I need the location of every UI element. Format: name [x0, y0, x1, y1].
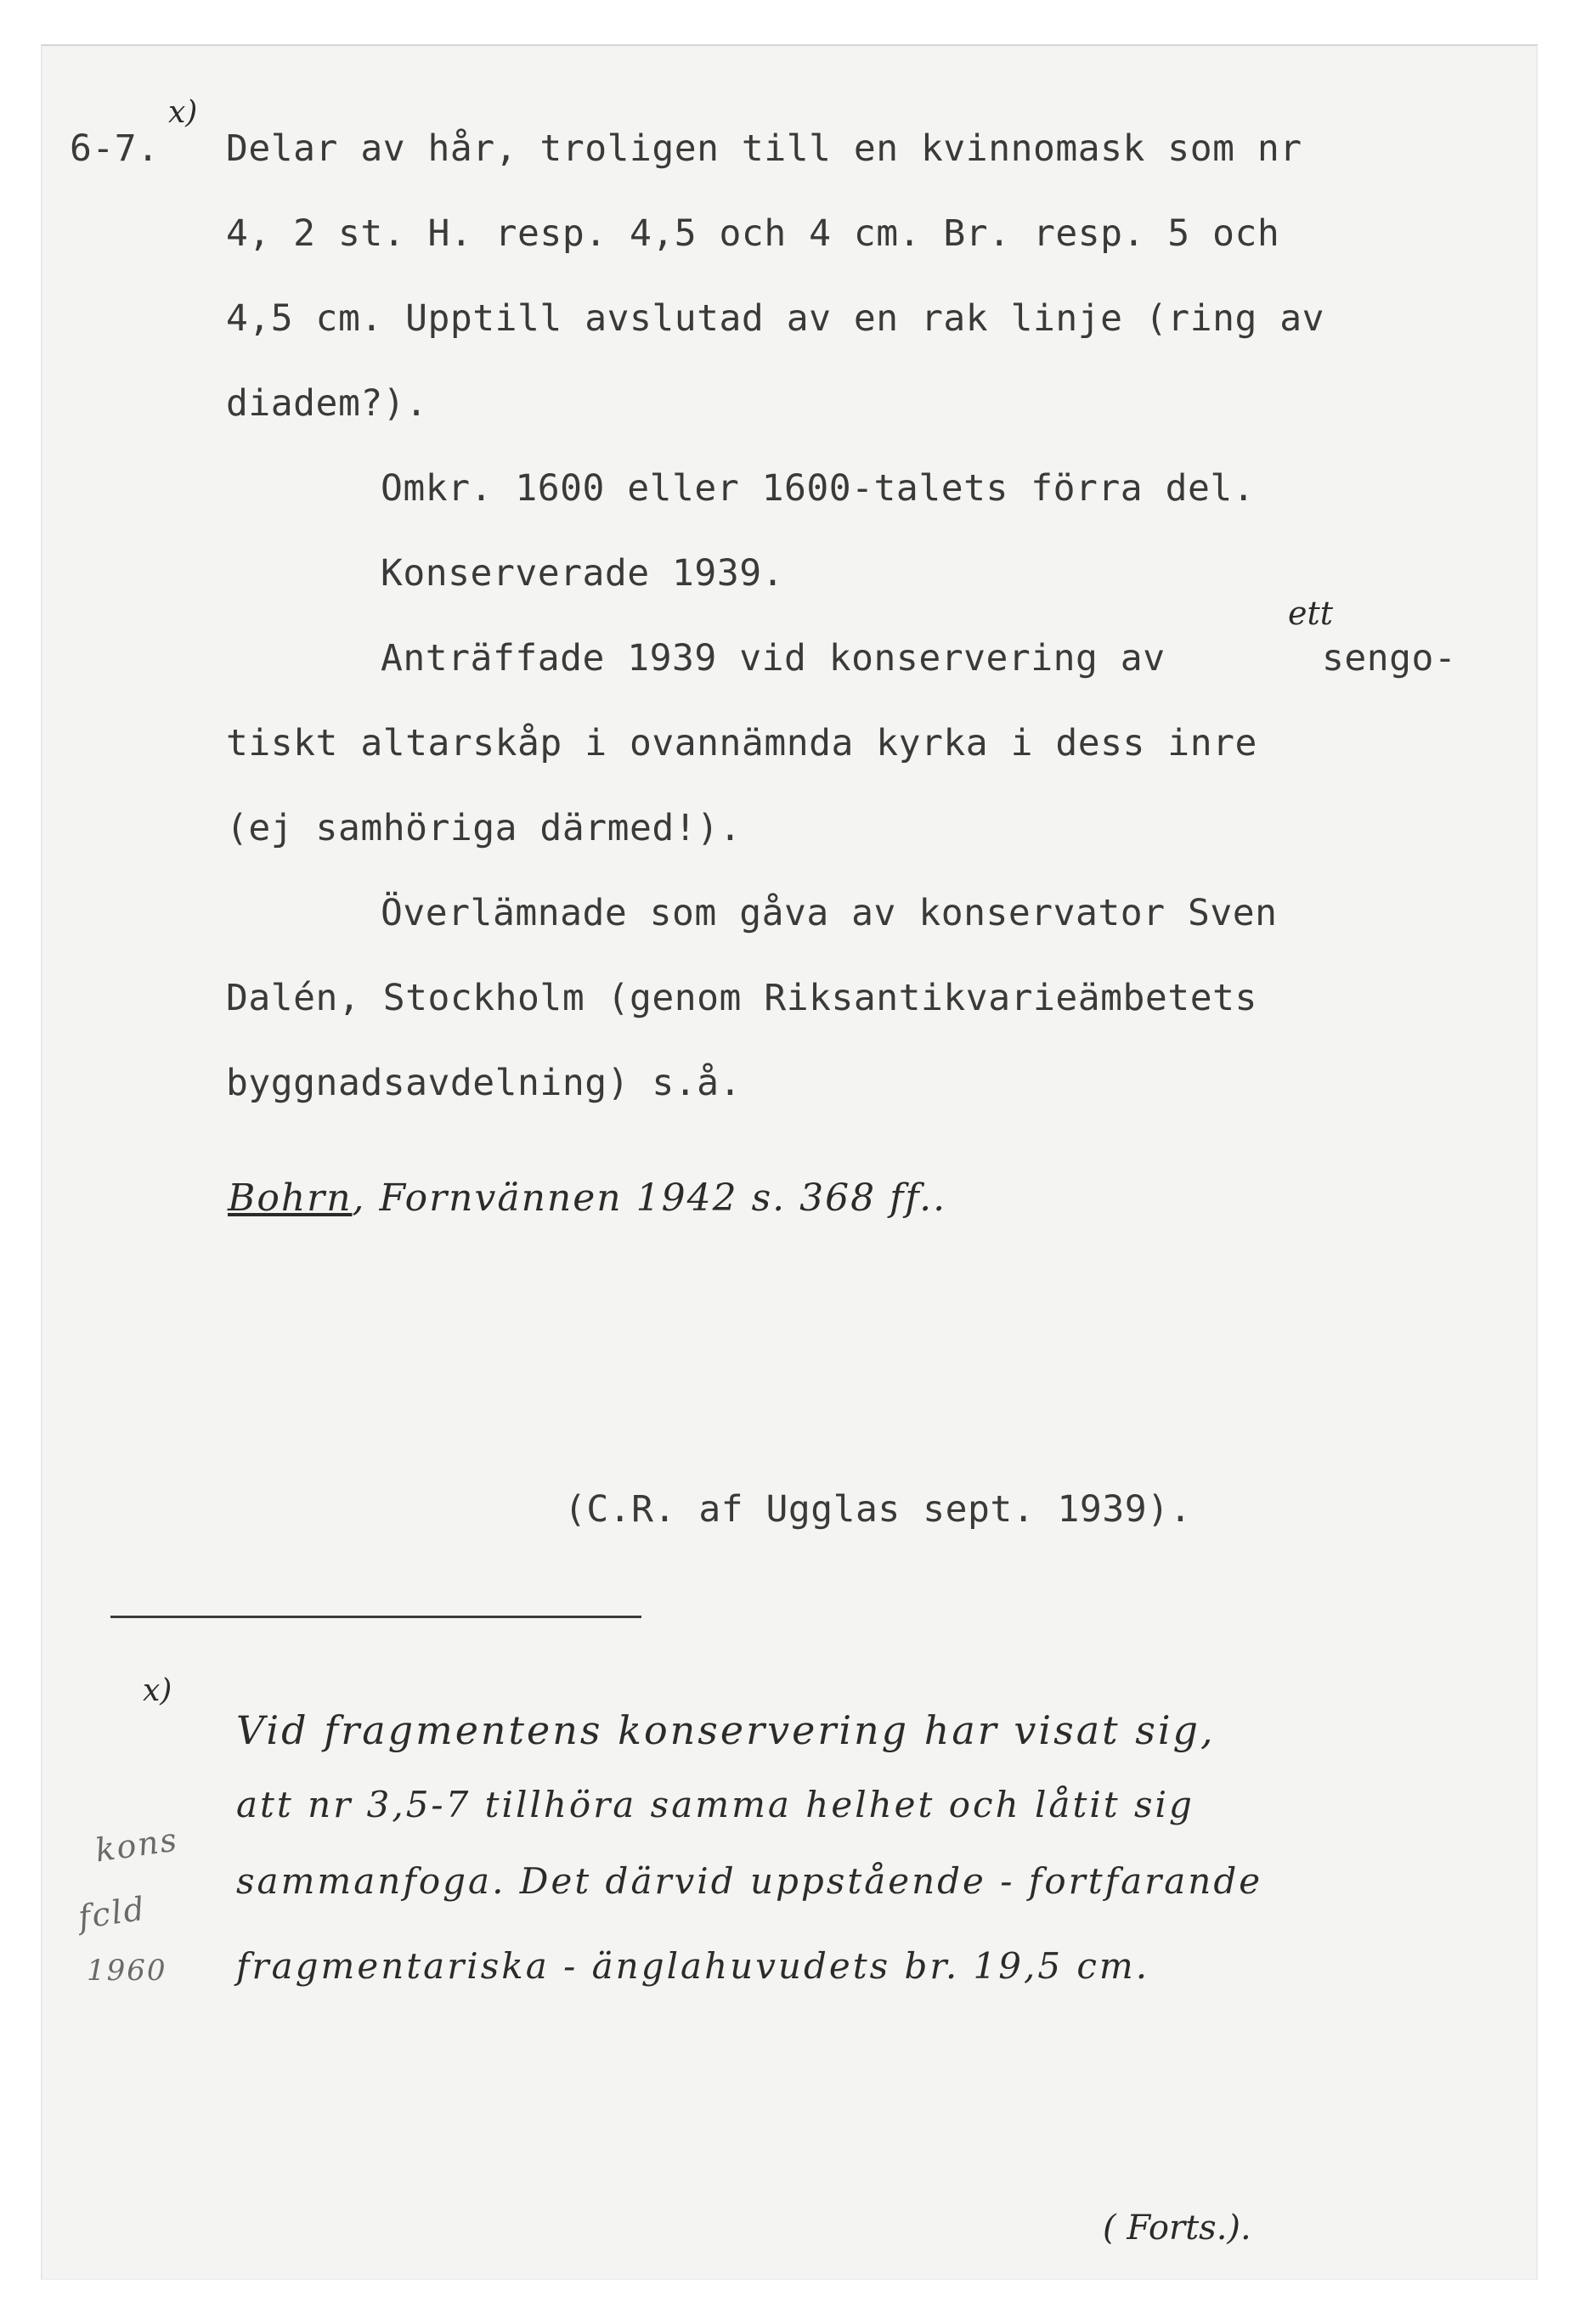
signature-line: (C.R. af Ugglas sept. 1939).: [564, 1488, 1192, 1531]
footnote-marker-top: x): [168, 95, 198, 130]
gift-line-2: Dalén, Stockholm (genom Riksantikvarieämbetets: [226, 977, 1257, 1019]
footnote-line-1: Vid fragmentens konservering har visat sig,: [236, 1707, 1216, 1753]
description-line-1: Delar av hår, troligen till en kvinnomask som nr: [226, 127, 1302, 170]
footnote-line-4: fragmentariska - änglahuvudets br. 19,5 cm.: [236, 1945, 1150, 1987]
gift-line-3: byggnadsavdelning) s.å.: [226, 1062, 742, 1104]
footnote-divider: [110, 1616, 641, 1618]
margin-note-line-1: kons: [93, 1820, 181, 1870]
margin-note-line-3: 1960: [87, 1954, 167, 1988]
footnote-marker-bottom: x): [143, 1673, 172, 1708]
gift-line-1: Överlämnade som gåva av konservator Sven: [381, 892, 1278, 934]
reference-author: Bohrn: [228, 1176, 353, 1220]
margin-note-line-2: fcld: [76, 1889, 149, 1937]
continued-mark: ( Forts.).: [1103, 2208, 1251, 2248]
found-line-2: tiskt altarskåp i ovannämnda kyrka i dess inre: [226, 722, 1257, 764]
found-insert-handwritten: ett: [1288, 595, 1334, 632]
dating-line: Omkr. 1600 eller 1600-talets förra del.: [381, 467, 1256, 510]
description-line-3: 4,5 cm. Upptill avslutad av en rak linje (ring av: [226, 297, 1325, 340]
description-line-2: 4, 2 st. H. resp. 4,5 och 4 cm. Br. resp. 5 och: [226, 212, 1280, 255]
found-line-3: (ej samhöriga därmed!).: [226, 807, 742, 849]
found-line-1b: sengo-: [1322, 637, 1457, 680]
reference-line: [228, 1176, 946, 1220]
footnote-line-3: sammanfoga. Det därvid uppstående - fortfarande: [236, 1860, 1263, 1902]
entry-number: 6-7.: [70, 127, 160, 170]
found-line-1a: Anträffade 1939 vid konservering av: [381, 637, 1166, 680]
reference-source: , Fornvännen 1942 s. 368 ff..: [352, 1176, 947, 1220]
footnote-line-2: att nr 3,5-7 tillhöra samma helhet och låtit sig: [236, 1784, 1194, 1825]
description-line-4: diadem?).: [226, 382, 428, 425]
conserved-line: Konserverade 1939.: [381, 552, 784, 595]
